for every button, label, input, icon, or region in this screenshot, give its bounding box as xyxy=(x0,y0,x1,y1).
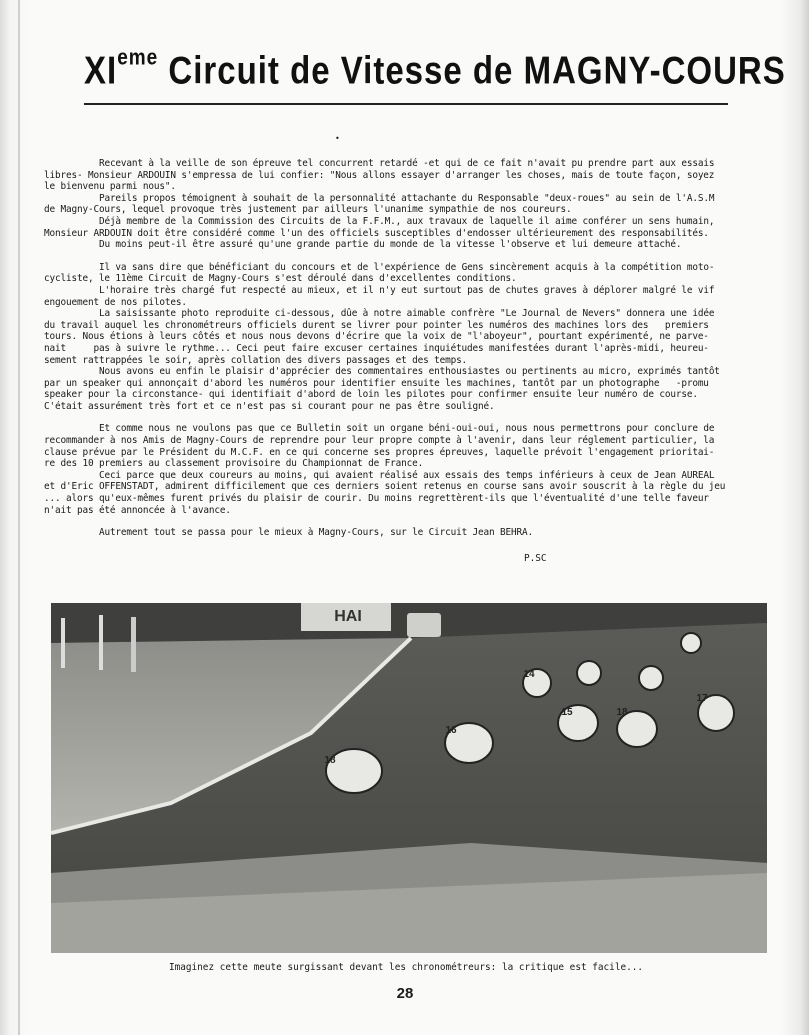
race-photo xyxy=(51,603,767,953)
author-signature: P.SC xyxy=(524,553,547,564)
paragraph: Recevant à la veille de son épreuve tel concurrent retardé -et qui de ce fait n'avait pu prendre part aux essais libres- Monsieur ARDOUIN s'empressa de lui confier: "Nous allons essayer d'arranger les choses, mais de toute façon, soyez le bienvenu parmi nous". xyxy=(44,158,715,193)
rider-number: 17 xyxy=(696,693,708,704)
rider-bike xyxy=(639,666,663,690)
rider-number: 14 xyxy=(523,669,535,680)
fence-pole xyxy=(61,618,65,668)
rider-bike xyxy=(577,661,601,685)
paragraph-gap xyxy=(44,516,768,527)
title-rest: Circuit de Vitesse de MAGNY-COURS xyxy=(158,48,786,92)
paragraph: La saisissante photo reproduite ci-dessous, dûe à notre aimable confrère "Le Journal de Nevers" donnera une idée du travail auquel les chronométreurs officiels durent se livrer pour pointer les numéros des machines lors des premiers tours. Nous étions à leurs côtés et nous nous devons d'écrire que la voix de "l'aboyeur", pourtant expérimenté, ne parve- nait pas à suivre le rythme... Ceci peut faire excuser certaines inquiétudes manifestées durant l'après-midi, heureu- sement rattrappées le soir, après collation des divers passages et des temps. xyxy=(44,308,715,366)
paragraph: Nous avons eu enfin le plaisir d'apprécier des commentaires enthousiastes ou pertinents au micro, exprimés tantôt par un speaker qui annonçait d'abord les numéros pour identifier ensuite les machines, tantôt par un photographe -promu speaker pour la circonstance- qui identifiait d'abord de loin les pilotes pour confirmer ensuite leur numéro de course. C'était assurément très fort et ce n'est pas si courant pour ne pas être souligné. xyxy=(44,366,720,412)
title-prefix: XI xyxy=(84,48,118,92)
photo-caption: Imaginez cette meute surgissant devant les chronométreurs: la critique est facile... xyxy=(168,962,644,973)
paragraph: Ceci parce que deux coureurs au moins, qui avaient réalisé aux essais des temps inférieurs à ceux de Jean AUREAL et d'Eric OFFENSTADT, admirent difficilement que ces derniers soient retenus en course sans avoir souscrit à la règle du jeu ... alors qu'eux-mêmes furent privés du plaisir de courir. Du moins regrettèrent-ils que l'éventualité d'une telle faveur n'ait pas été annoncée à l'avance. xyxy=(44,469,726,516)
fence-pole xyxy=(99,615,103,670)
banner-text: HAI xyxy=(334,608,362,625)
paragraph: Il va sans dire que bénéficiant du concours et de l'expérience de Gens sincèrement acquis à la compétition moto- cycliste, le 11ème Circuit de Magny-Cours s'est déroulé dans d'excellentes conditions. xyxy=(44,261,715,285)
parked-car xyxy=(407,613,441,637)
race-photo-illustration xyxy=(51,603,767,953)
paragraph: L'horaire très chargé fut respecté au mieux, et il n'y eut surtout pas de chutes graves à déplorer malgré le vif engouement de nos pilotes. xyxy=(44,284,715,308)
decorative-dot: • xyxy=(335,134,340,143)
fence-pole xyxy=(131,617,136,672)
paragraph: Et comme nous ne voulons pas que ce Bulletin soit un organe béni-oui-oui, nous nous permettrons pour conclure de recommander à nos Amis de Magny-Cours de reprendre pour leur propre compte à l'avenir, dans leur réglement particulier, la clause prévue par le Président du M.C.F. en ce qui concerne ses propres épreuves, laquelle prévoit l'engagement prioritai- re des 10 premiers au classement provisoire du Championnat de France. xyxy=(44,423,715,470)
paragraph-gap xyxy=(44,412,768,423)
title-superscript: eme xyxy=(117,45,159,71)
paragraph: Autrement tout se passa pour le mieux à Magny-Cours, sur le Circuit Jean BEHRA. xyxy=(44,527,533,539)
page-number: 28 xyxy=(396,985,414,1002)
article-body xyxy=(44,158,768,539)
page-binding-edge xyxy=(18,0,20,1035)
rider-number: 16 xyxy=(445,725,457,736)
page-title xyxy=(84,45,786,93)
paragraph: Du moins peut-il être assuré qu'une grande partie du monde de la vitesse l'observe et lui demeure attaché. xyxy=(44,239,682,251)
rider-number: 18 xyxy=(616,707,628,718)
paragraph: Pareils propos témoignent à souhait de la personnalité attachante du Responsable "deux-roues" au sein de l'A.S.M de Magny-Cours, lequel provoque très justement par ailleurs l'unanime sympathie de nos coureurs. xyxy=(44,192,715,216)
paragraph: Déjà membre de la Commission des Circuits de la F.F.M., aux travaux de laquelle il aime conférer un sens humain, Monsieur ARDOUIN doit être considéré comme l'un des officiels susceptibles d'endosser ultérieurement des responsabilités. xyxy=(44,215,715,239)
title-underline xyxy=(84,103,728,105)
rider-number: 15 xyxy=(561,707,573,718)
rider-bike xyxy=(681,633,701,653)
paragraph-gap xyxy=(44,251,768,262)
rider-number: 18 xyxy=(324,755,336,766)
